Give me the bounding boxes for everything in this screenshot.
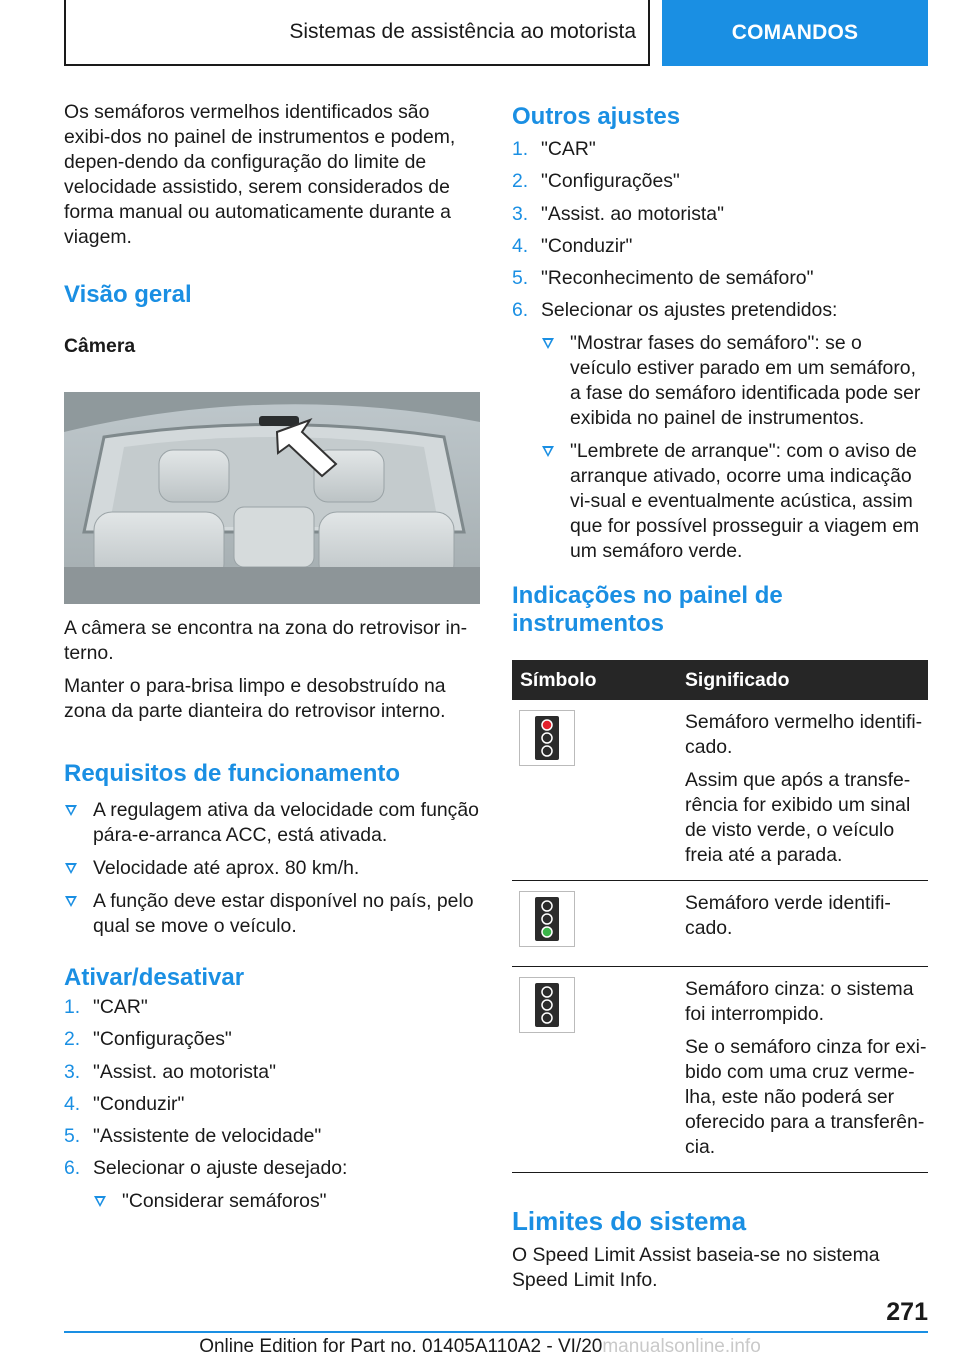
triangle-bullet-icon	[542, 446, 554, 457]
requirements-list	[64, 798, 480, 939]
list-item: 6. Selecionar o ajuste desejado: "Considerar semáforos"	[64, 1156, 480, 1214]
traffic-light-gray-icon	[519, 977, 575, 1033]
footer	[0, 1336, 960, 1358]
table-row	[512, 967, 928, 1173]
right-column	[512, 100, 928, 1293]
list-item: "Mostrar fases do semáforo": se o veículo estiver parado em um semáforo, a fase do semáforo identificada pode ser exibida no painel de instrumentos.	[541, 331, 928, 431]
overview-heading: Visão geral	[64, 281, 192, 308]
triangle-bullet-icon	[542, 338, 554, 349]
intro-paragraph: Os semáforos vermelhos identificados são exibi-dos no painel de instrumentos e podem, depen-dendo da configuração do limite de velocidade assistido, serem considerados de forma manual ou automaticamente durante a viagem.	[64, 101, 456, 248]
list-item: 4. "Conduzir"	[64, 1092, 185, 1115]
indications-heading: Indicações no painel de instrumentos	[512, 582, 783, 638]
traffic-light-red-icon	[519, 710, 575, 766]
section-title: Sistemas de assistência ao motorista	[64, 0, 650, 66]
activate-steps	[64, 995, 480, 1214]
list-item: Velocidade até aprox. 80 km/h.	[64, 856, 480, 881]
page-header	[64, 0, 928, 66]
meaning-cell: Semáforo verde identifi-cado.	[678, 881, 928, 967]
symbol-cell	[512, 700, 678, 881]
list-item: 1. "CAR"	[512, 138, 596, 160]
list-item: 5. "Assistente de velocidade"	[64, 1125, 322, 1148]
step6-options	[541, 331, 928, 564]
indications-table	[512, 660, 928, 1173]
camera-clean-text: Manter o para-brisa limpo e desobstruído na zona da parte dianteira do retrovisor interno.	[64, 675, 446, 722]
camera-heading: Câmera	[64, 335, 136, 357]
list-item: 2. "Configurações"	[64, 1028, 232, 1051]
watermark-text: manualsonline.info	[602, 1336, 761, 1357]
list-item: 5. "Reconhecimento de semáforo"	[512, 267, 814, 290]
triangle-bullet-icon	[94, 1196, 106, 1207]
camera-location-text: A câmera se encontra na zona do retrovisor in-terno.	[64, 617, 468, 664]
list-item: 1. "CAR"	[64, 996, 148, 1018]
page-number: 271	[886, 1298, 928, 1326]
list-item: 2. "Configurações"	[512, 170, 680, 193]
triangle-bullet-icon	[65, 863, 77, 874]
list-item: 6. Selecionar os ajustes pretendidos: "Mostrar fases do semáforo": se o veículo estiver parado em um semáforo, a fase do semáforo identificada pode ser exibida no painel de instrumentos. "Lembrete de arranque": com o aviso de arranque ativado, ocorre uma indicação vi-sual e eventualmente acústica, assim que for possível prosseguir a viagem em um semáforo verde.	[512, 298, 928, 564]
symbol-cell	[512, 967, 678, 1173]
symbol-cell	[512, 881, 678, 967]
camera-location-photo	[64, 392, 480, 604]
traffic-light-green-icon	[519, 891, 575, 947]
triangle-bullet-icon	[65, 896, 77, 907]
requirements-heading: Requisitos de funcionamento	[64, 760, 401, 787]
limits-heading: Limites do sistema	[512, 1206, 747, 1237]
table-row	[512, 881, 928, 967]
activate-heading: Ativar/desativar	[64, 964, 245, 991]
limits-text: O Speed Limit Assist baseia-se no sistema Speed Limit Info.	[512, 1244, 880, 1292]
edition-text: Online Edition for Part no. 01405A110A2 - VI/20	[199, 1336, 603, 1357]
list-item: 3. "Assist. ao motorista"	[512, 202, 724, 225]
table-header-row	[512, 660, 928, 700]
meaning-cell: Semáforo cinza: o sistema foi interrompido. Se o semáforo cinza for exi-bido com uma cruz verme-lha, este não poderá ser oferecido para a transferên-cia.	[678, 967, 928, 1173]
car-interior-illustration	[64, 392, 480, 604]
list-item: "Lembrete de arranque": com o aviso de arranque ativado, ocorre uma indicação vi-sual e eventualmente acústica, assim que for possível prosseguir a viagem em um semáforo verde.	[541, 439, 928, 564]
left-column	[64, 100, 480, 1222]
column-header-symbol: Símbolo	[512, 660, 678, 700]
other-settings-heading: Outros ajustes	[512, 103, 681, 130]
table-row	[512, 700, 928, 881]
meaning-cell: Semáforo vermelho identifi-cado. Assim que após a transfe-rência for exibido um sinal de visto verde, o veículo freia até a parada.	[678, 700, 928, 881]
list-item: 3. "Assist. ao motorista"	[64, 1060, 276, 1083]
list-item: A função deve estar disponível no país, pelo qual se move o veículo.	[64, 889, 480, 939]
footer-divider	[64, 1331, 928, 1333]
list-item: 4. "Conduzir"	[512, 234, 633, 257]
list-item: "Considerar semáforos"	[93, 1189, 480, 1214]
column-header-meaning: Significado	[678, 660, 928, 700]
chapter-tab[interactable]: COMANDOS	[662, 0, 928, 66]
list-item: A regulagem ativa da velocidade com função pára-e-arranca ACC, está ativada.	[64, 798, 480, 848]
triangle-bullet-icon	[65, 805, 77, 816]
step6-options	[93, 1189, 480, 1214]
other-settings-steps	[512, 137, 928, 564]
